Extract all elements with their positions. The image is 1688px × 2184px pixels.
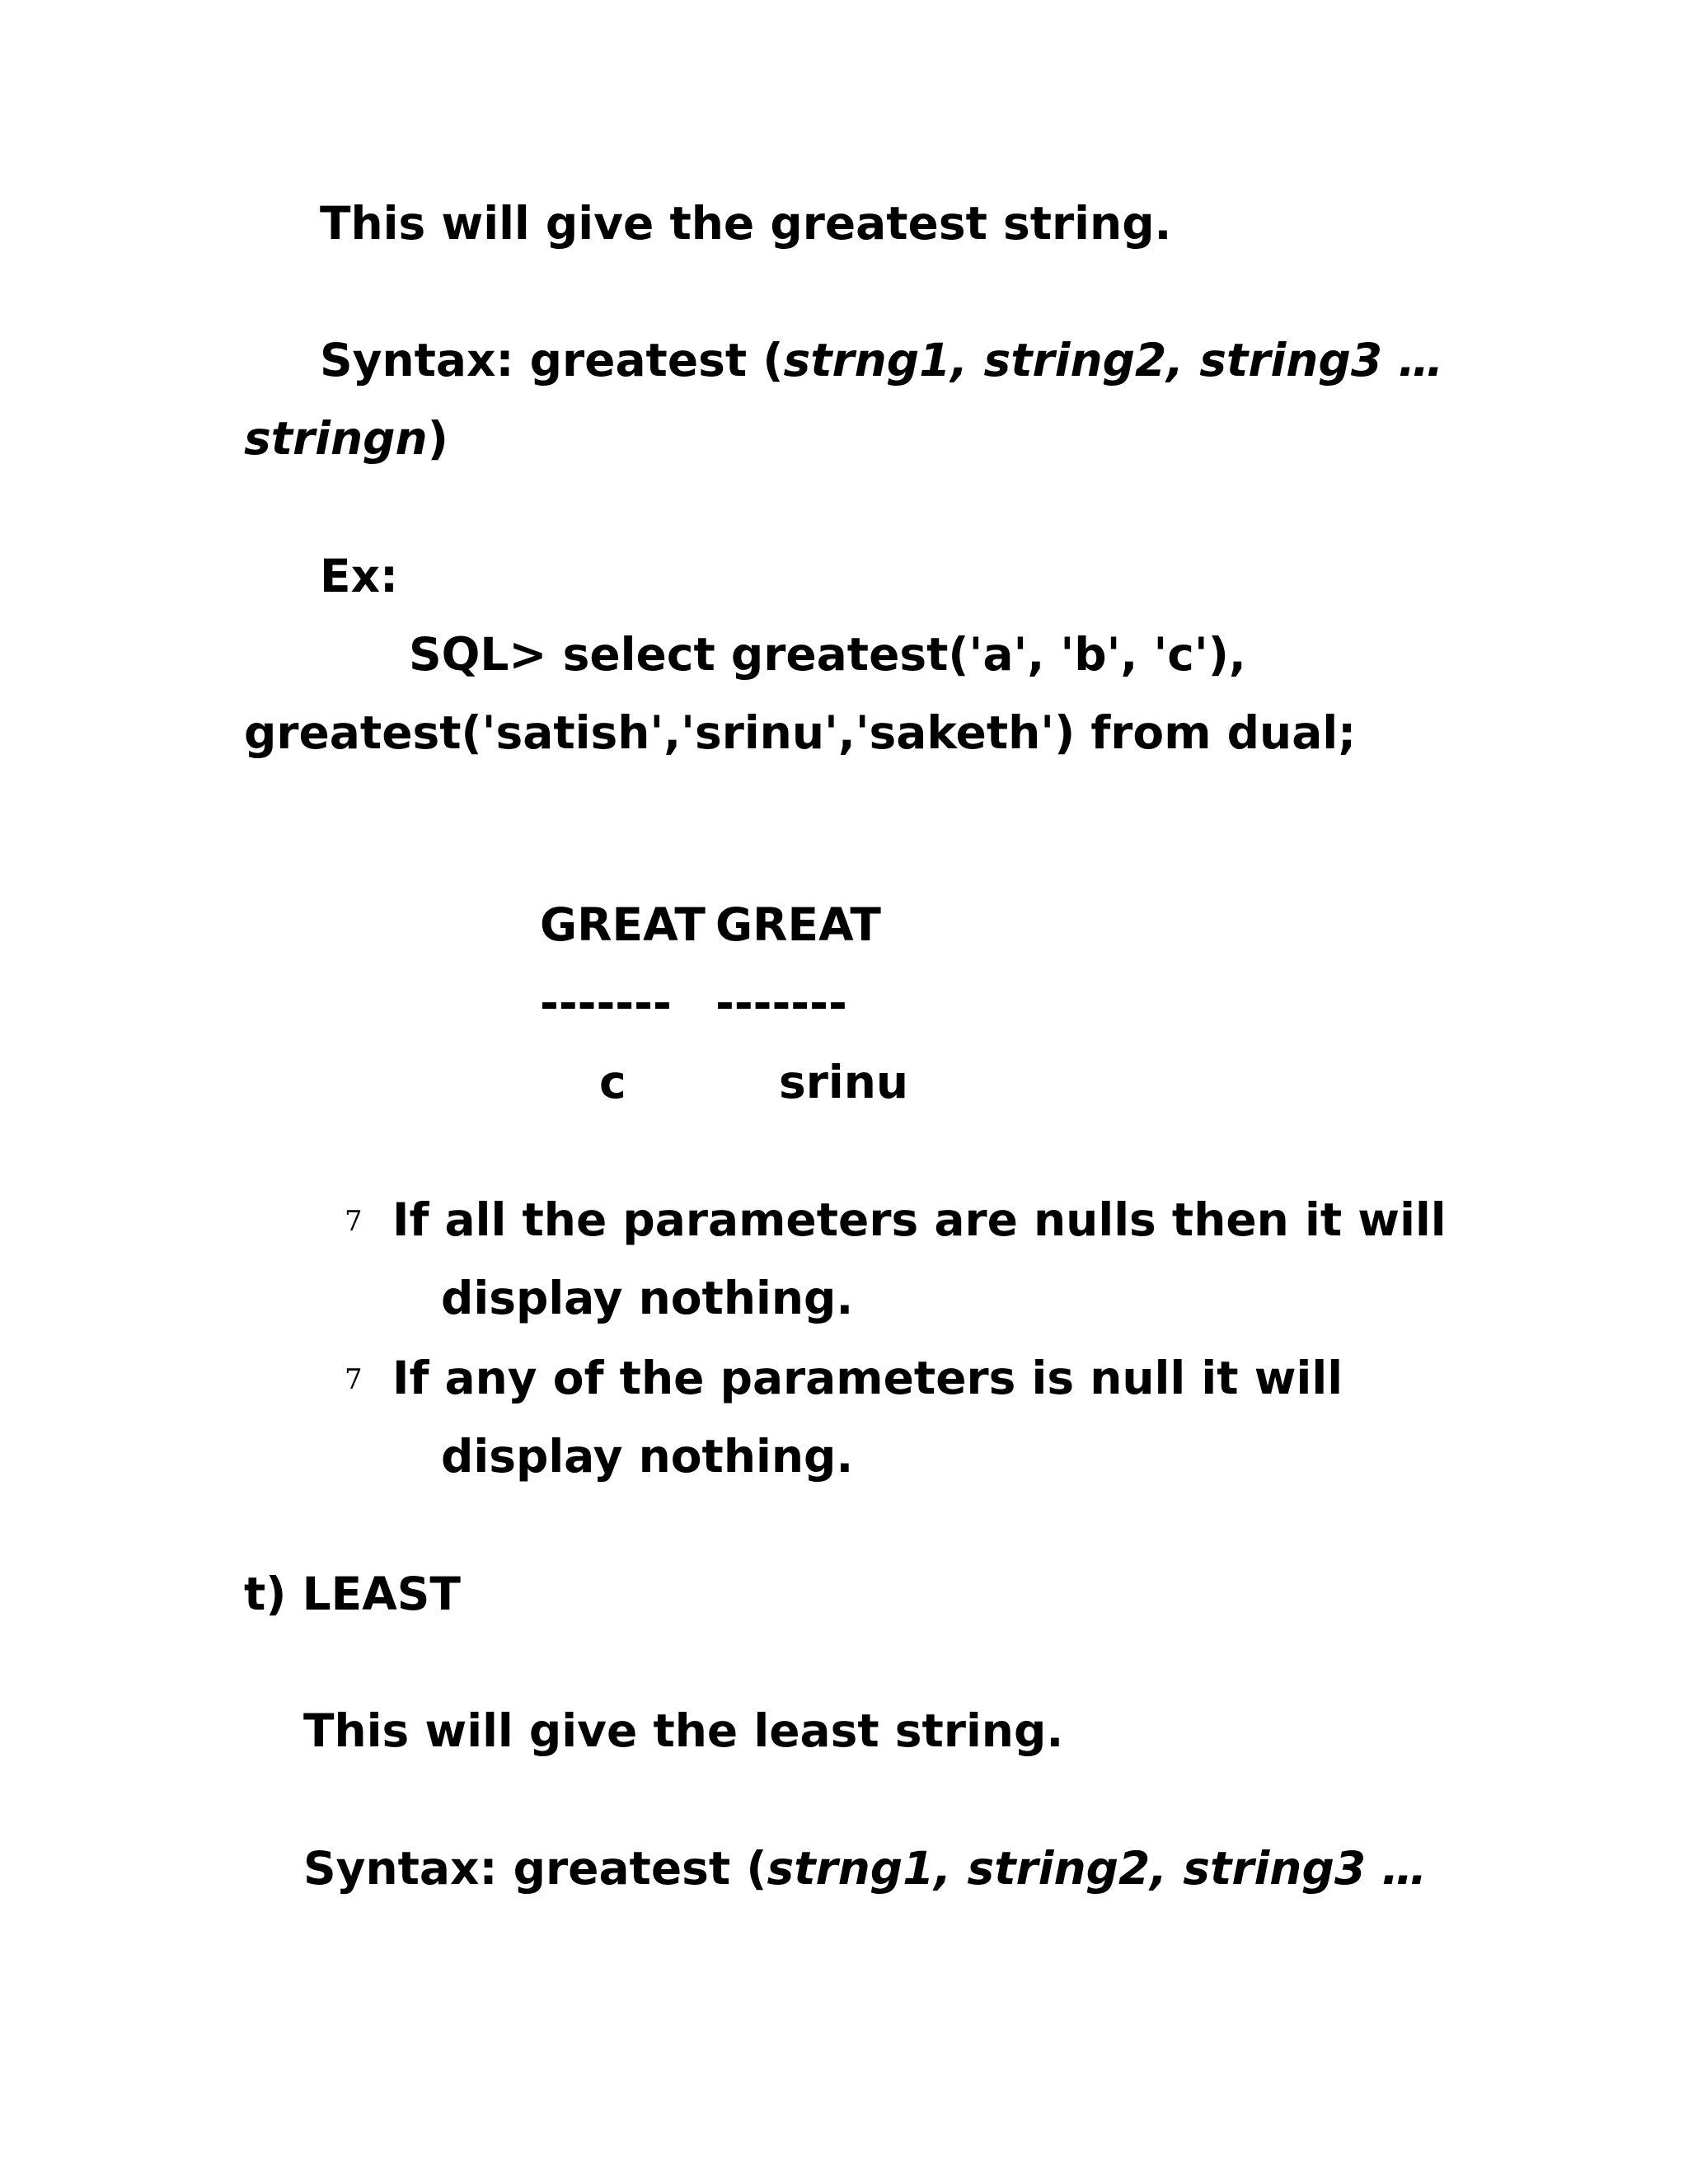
sql-statement-line2: greatest('satish','srinu','saketh') from dual; bbox=[244, 706, 1357, 759]
bullet-2-line2: display nothing. bbox=[441, 1430, 854, 1483]
syntax-args: strng1, string2, string3 … bbox=[783, 334, 1444, 387]
syntax-prefix: Syntax: greatest ( bbox=[320, 334, 784, 387]
bullet-marker: 7 bbox=[345, 1205, 363, 1238]
example-label: Ex: bbox=[320, 550, 399, 602]
bullet-1-line2: display nothing. bbox=[441, 1272, 854, 1324]
greatest-syntax-line2 bbox=[244, 412, 448, 465]
bullet-marker: 7 bbox=[345, 1363, 363, 1396]
result-col2-value: srinu bbox=[779, 1056, 909, 1108]
section-heading-least: t) LEAST bbox=[244, 1568, 461, 1620]
bullet-2-line1: If any of the parameters is null it will bbox=[392, 1352, 1343, 1404]
greatest-syntax-line1 bbox=[320, 334, 1444, 387]
result-col1-value: c bbox=[599, 1056, 626, 1108]
syntax-args-last: stringn bbox=[244, 412, 428, 465]
result-col1-header: GREAT bbox=[540, 898, 706, 951]
least-description: This will give the least string. bbox=[303, 1704, 1064, 1757]
syntax-suffix: ) bbox=[427, 412, 448, 465]
bullet-1-line1: If all the parameters are nulls then it will bbox=[392, 1193, 1447, 1246]
greatest-description: This will give the greatest string. bbox=[320, 197, 1172, 250]
syntax-prefix: Syntax: greatest ( bbox=[303, 1842, 767, 1895]
result-col2-header: GREAT bbox=[715, 898, 881, 951]
result-col2-divider: ------- bbox=[715, 977, 847, 1029]
sql-statement-line1: SQL> select greatest('a', 'b', 'c'), bbox=[409, 628, 1246, 681]
least-syntax-line1 bbox=[303, 1842, 1428, 1895]
result-col1-divider: ------- bbox=[540, 977, 672, 1029]
syntax-args: strng1, string2, string3 … bbox=[767, 1842, 1428, 1895]
